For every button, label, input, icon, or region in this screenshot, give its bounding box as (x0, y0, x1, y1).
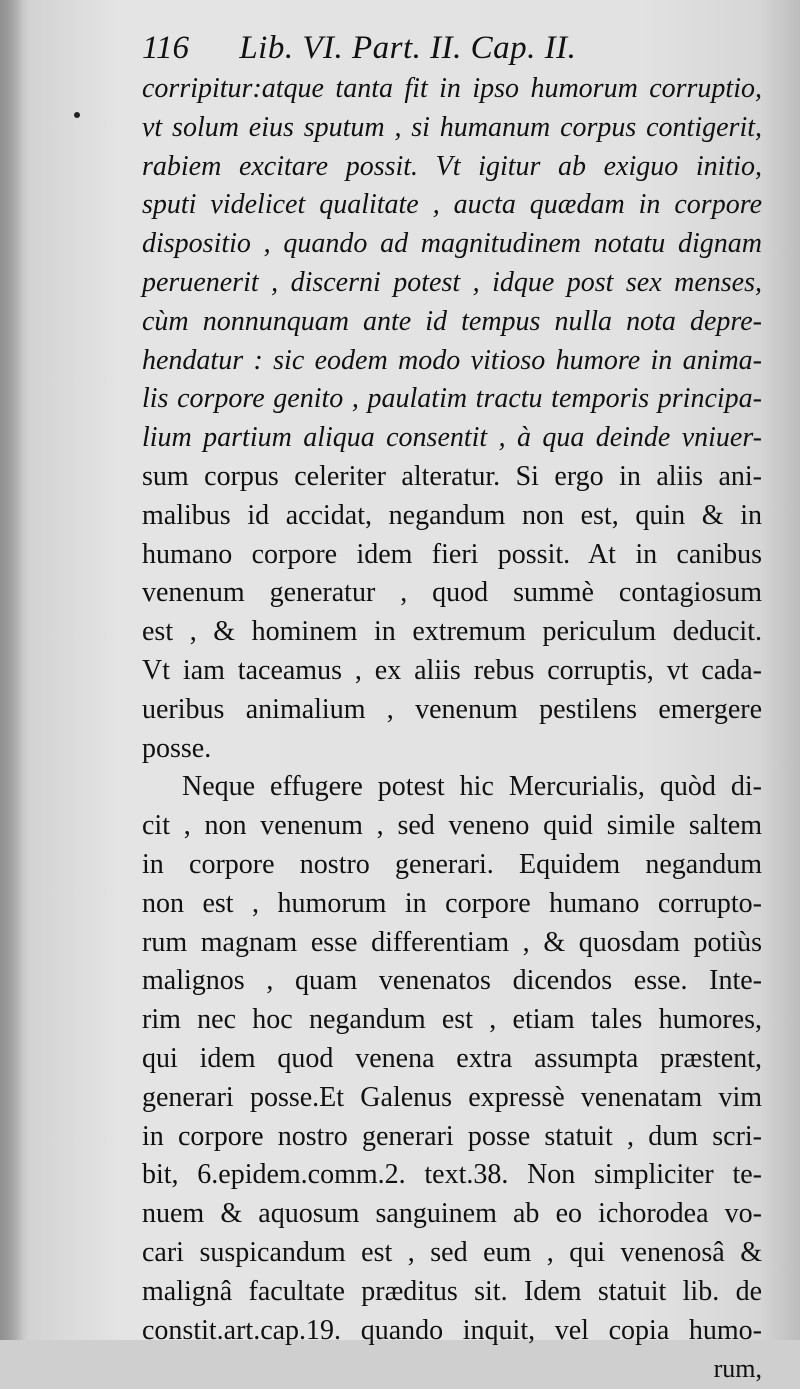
page-number: 116 (142, 30, 190, 66)
running-title: Lib. VI. Part. II. Cap. II. (239, 30, 577, 66)
text-line: malignos , quam venenatos dicendos esse. Inte- (142, 965, 762, 997)
text-line: non est , humorum in corpore humano corrupto- (142, 887, 762, 919)
text-line: cit , non venenum , sed veneno quid simile saltem (142, 810, 762, 842)
text-line: lis corpore genito , paulatim tractu temporis principa- (142, 383, 762, 415)
text-line: in corpore nostro generari posse statuit , dum scri- (142, 1120, 762, 1152)
text-line: in corpore nostro generari. Equidem negandum (142, 848, 762, 880)
text-line: sum corpus celeriter alteratur. Si ergo in aliis ani- (142, 460, 762, 492)
text-line: bit, 6.epidem.comm.2. text.38. Non simpliciter te- (142, 1159, 762, 1191)
text-line: qui idem quod venena extra assumpta præstent, (142, 1042, 762, 1074)
margin-dot-mark (74, 112, 80, 118)
text-line: constit.art.cap.19. quando inquit, vel copia humo- (142, 1314, 762, 1346)
text-line: cari suspicandum est , sed eum , qui venenosâ & (142, 1236, 762, 1268)
text-line: ueribus animalium , venenum pestilens emergere (142, 693, 762, 725)
text-line: humano corpore idem fieri possit. At in canibus (142, 538, 762, 570)
text-line: corripitur:atque tanta fit in ipso humorum corruptio, (142, 73, 762, 104)
text-line: cùm nonnunquam ante id tempus nulla nota depre- (142, 305, 762, 337)
text-line: hendatur : sic eodem modo vitioso humore in anima- (142, 344, 762, 376)
text-line: posse. (142, 732, 212, 764)
binding-gutter-shadow (0, 0, 24, 1340)
text-line: malignâ facultate præditus sit. Idem statuit lib. de (142, 1275, 762, 1307)
text-line: malibus id accidat, negandum non est, quin & in (142, 499, 762, 531)
text-line: rum magnam esse differentiam , & quosdam potiùs (142, 926, 762, 958)
text-line: rim nec hoc negandum est , etiam tales humores, (142, 1004, 762, 1036)
text-line: dispositio , quando ad magnitudinem notatu dignam (142, 228, 762, 260)
text-line: Vt iam taceamus , ex aliis rebus corruptis, vt cada- (142, 654, 762, 686)
text-line: nuem & aquosum sanguinem ab eo ichorodea vo- (142, 1198, 762, 1230)
text-line: est , & hominem in extremum periculum deducit. (142, 616, 762, 648)
catchword: rum, (713, 1354, 762, 1384)
body-text (142, 70, 762, 1389)
text-line: lium partium aliqua consentit , à qua deinde vniuer- (142, 422, 762, 454)
paragraph-start-line: Neque effugere potest hic Mercurialis, quòd di- (182, 771, 762, 803)
page-header (142, 28, 742, 68)
text-line: peruenerit , discerni potest , idque post sex menses, (142, 266, 762, 298)
text-line: venenum generatur , quod summè contagiosum (142, 577, 762, 609)
text-line: sputi videlicet qualitate , aucta quædam in corpore (142, 189, 762, 221)
text-line: vt solum eius sputum , si humanum corpus contigerit, (142, 111, 762, 143)
text-line: rabiem excitare possit. Vt igitur ab exiguo initio, (142, 150, 762, 182)
text-line: generari posse.Et Galenus expressè venenatam vim (142, 1081, 762, 1113)
